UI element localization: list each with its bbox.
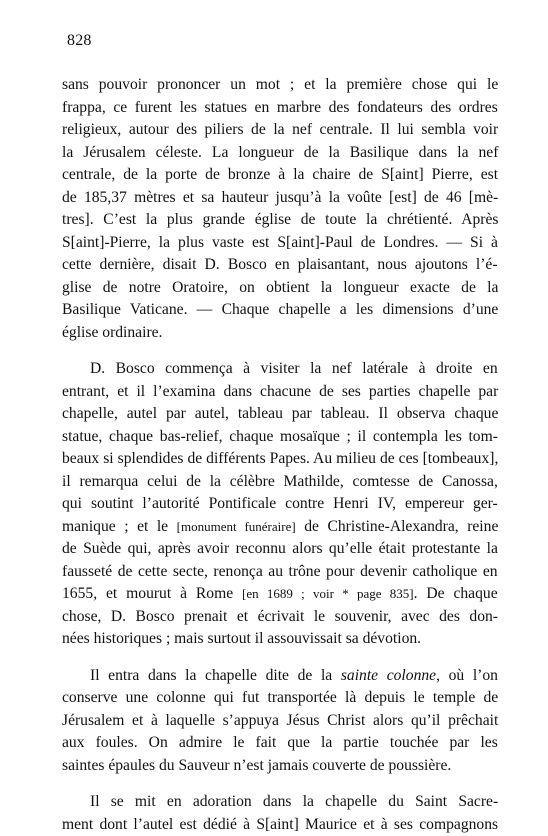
text-line: frappa, ce furent les statues en marbre des fondateurs des ordres: [62, 97, 498, 120]
text-line: de Suède qui, après avoir reconnu alors qu’elle était protestante la: [62, 538, 498, 561]
paragraph-3: [62, 665, 498, 778]
text-line: Basilique Vaticane. — Chaque chapelle a les dimensions d’une: [62, 299, 498, 322]
text-line: aux foules. On admire le fait que la partie touchée par les: [62, 732, 498, 755]
text-line: glise de notre Oratoire, on obtient la longueur exacte de la: [62, 277, 498, 300]
text-line: sans pouvoir prononcer un mot ; et la première chose qui le: [62, 74, 498, 97]
text-line: D. Bosco commença à visiter la nef latérale à droite en: [62, 358, 498, 381]
text-line: chapelle, autel par autel, tableau par tableau. Il observa chaque: [62, 403, 498, 426]
text-line: chose, D. Bosco prenait et écrivait le souvenir, avec des don-: [62, 606, 498, 629]
text-line: ment dont l’autel est dédié à S[aint] Maurice et à ses compagnons: [62, 814, 498, 836]
text-line: statue, chaque bas-relief, chaque mosaïque ; il contempla les tom-: [62, 426, 498, 449]
text-line: Jérusalem et à laquelle s’appuya Jésus Christ alors qu’il prêchait: [62, 710, 498, 733]
text-line: entrant, et il l’examina dans chacune de ses parties chapelle par: [62, 381, 498, 404]
text-line: fausseté de cette secte, renonça au trône pour devenir catholique en: [62, 561, 498, 584]
editorial-insertion: [en 1689 ; voir * page 835]: [242, 586, 414, 601]
text-line: église ordinaire.: [62, 322, 498, 345]
paragraph-4: [62, 791, 498, 836]
editorial-insertion: [monument funéraire]: [177, 519, 296, 534]
text-line: S[aint]-Pierre, la plus vaste est S[aint]-Paul de Londres. — Si à: [62, 232, 498, 255]
text-line: la Jérusalem céleste. La longueur de la Basilique dans la nef: [62, 142, 498, 165]
text-line: religieux, autour des piliers de la nef centrale. Il lui sembla voir: [62, 119, 498, 142]
text-line: 1655, et mourut à Rome [en 1689 ; voir * page 835]. De chaque: [62, 583, 498, 606]
italic-term: sainte colonne: [341, 667, 436, 684]
paragraph-2: [62, 358, 498, 651]
text-line: saintes épaules du Sauveur n’est jamais couverte de poussière.: [62, 755, 498, 778]
text-line: nées historiques ; mais surtout il assouvissait sa dévotion.: [62, 628, 498, 651]
text-line: Il se mit en adoration dans la chapelle du Saint Sacre-: [62, 791, 498, 814]
text-line: Il entra dans la chapelle dite de la sainte colonne, où l’on: [62, 665, 498, 688]
page-number: 828: [67, 33, 92, 49]
text-line: de 185,37 mètres et sa hauteur jusqu’à la voûte [est] de 46 [mè-: [62, 187, 498, 210]
text-line: beaux si splendides de différents Papes. Au milieu de ces [tombeaux],: [62, 448, 498, 471]
text-line: manique ; et le [monument funéraire] de Christine-Alexandra, reine: [62, 516, 498, 539]
text-line: conserve une colonne qui fut transportée là depuis le temple de: [62, 687, 498, 710]
text-line: tres]. C’est la plus grande église de toute la chrétienté. Après: [62, 209, 498, 232]
text-line: cette dernière, disait D. Bosco en plaisantant, nous ajoutons l’é-: [62, 254, 498, 277]
text-line: il remarqua celui de la célèbre Mathilde, comtesse de Canossa,: [62, 471, 498, 494]
text-line: centrale, de la porte de bronze à la chaire de S[aint] Pierre, est: [62, 164, 498, 187]
paragraph-1: [62, 74, 498, 344]
body-text: [62, 74, 498, 836]
text-line: qui soutint l’autorité Pontificale contre Henri IV, empereur ger-: [62, 493, 498, 516]
